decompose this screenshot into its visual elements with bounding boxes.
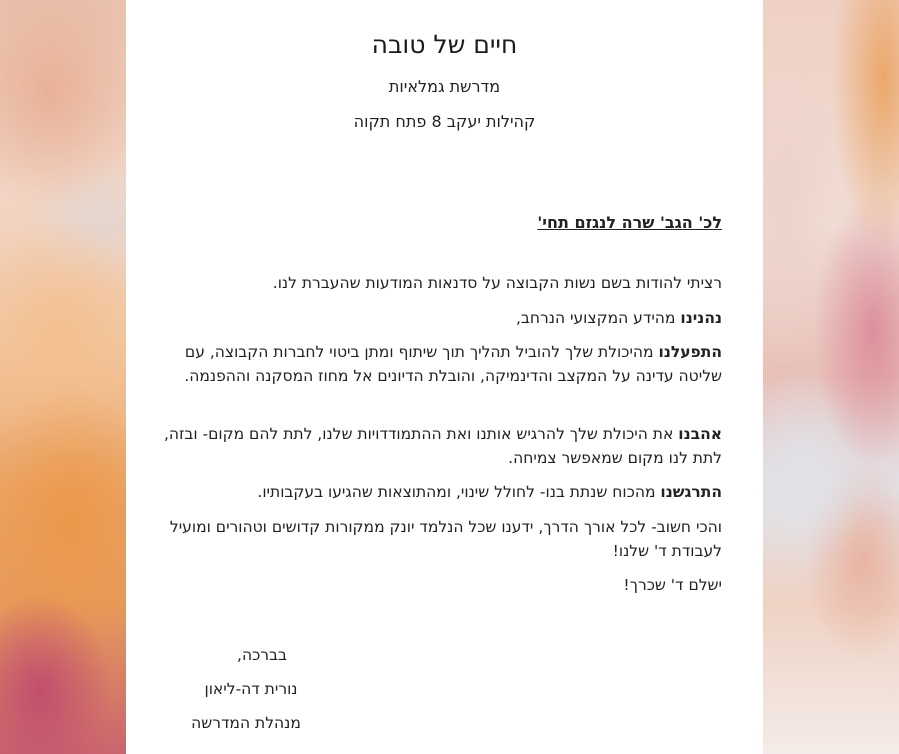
paragraph-lead-word: נהנינו: [680, 309, 722, 327]
paragraph-text: מהיכולת שלך להוביל תהליך תוך שיתוף ומתן ביטוי לחברות הקבוצה, עם שליטה עדינה על המקצב והדינמיקה, והובלת הדיונים אל מחוז המסקנה וההפנמה.: [184, 343, 722, 385]
paragraph-impressed: [160, 340, 722, 388]
school-name: מדרשת גמלאיות: [388, 77, 501, 96]
paragraph-lead-word: התרגשנו: [660, 483, 722, 501]
paragraph-lead-word: אהבנו: [678, 425, 722, 443]
letter-page: [126, 0, 763, 754]
letter-greeting: לכ' הגב' שרה לנגזם תחי': [537, 213, 722, 232]
thanks-paragraph: רציתי להודות בשם נשות הקבוצה על סדנאות המודעות שהעברת לנו.: [272, 274, 722, 292]
paragraph-lead-word: התפעלנו: [658, 343, 722, 361]
paragraph-enjoyed: [160, 306, 722, 330]
paragraph-moved: [160, 480, 722, 504]
left-watercolor-border: [0, 0, 126, 754]
paragraph-text: את היכולת שלך להרגיש אותנו ואת ההתמודדויות שלנו, לתת להם מקום- ובזה, לתת לנו מקום שמאפשר צמיחה.: [163, 425, 722, 467]
paragraph-loved: [160, 422, 722, 470]
paragraph-text: מהידע המקצועי הנרחב,: [515, 309, 681, 327]
signature-blessing: בברכה,: [237, 646, 287, 664]
school-address: קהילות יעקב 8 פתח תקוה: [353, 112, 536, 131]
signature-name: נורית דה-ליאון: [204, 680, 298, 698]
right-watercolor-border: [763, 0, 899, 754]
paragraph-most-important: והכי חשוב- לכל אורך הדרך, ידענו שכל הנלמד יונק ממקורות קדושים וטהורים ומועיל לעבודת ד' שלנו!: [169, 518, 722, 560]
closing-line: ישלם ד' שכרך!: [623, 576, 722, 594]
signature-role: מנהלת המדרשה: [191, 714, 301, 732]
paragraph-text: מהכוח שנתת בנו- לחולל שינוי, ומהתוצאות שהגיעו בעקבותיו.: [257, 483, 661, 501]
letter-title: חיים של טובה: [371, 30, 518, 59]
